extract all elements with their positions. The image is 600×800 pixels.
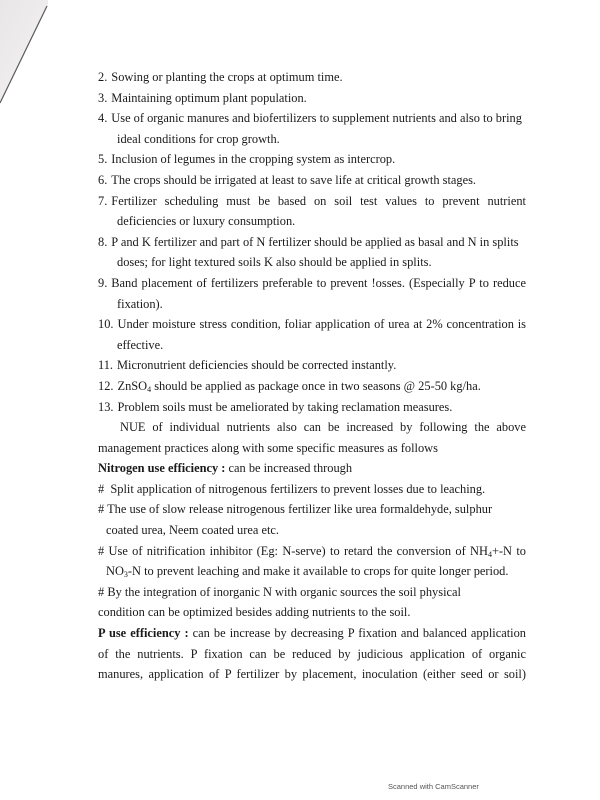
list-text: Fertilizer scheduling must be based on soil test values to prevent nutrient — [111, 193, 526, 208]
list-number: 6. — [98, 172, 108, 187]
nitrogen-section-heading: Nitrogen use efficiency : can be increased through — [98, 461, 353, 476]
list-number: 3. — [98, 90, 108, 105]
list-item — [98, 108, 526, 149]
page-corner-shadow — [0, 0, 60, 110]
list-number: 4. — [98, 111, 108, 126]
list-text: Micronutrient deficiencies should be corrected instantly. — [117, 358, 397, 373]
document-page — [98, 67, 526, 685]
list-text: Under moisture stress condition, foliar application of urea at 2% concentration is — [117, 317, 526, 332]
list-item — [98, 397, 526, 418]
list-text-continued: fixation). — [117, 296, 163, 311]
list-item — [98, 273, 526, 314]
list-text: P and K fertilizer and part of N fertilizer should be applied as basal and N in splits — [111, 234, 519, 249]
list-number: 13. — [98, 399, 114, 414]
list-text: Sowing or planting the crops at optimum time. — [111, 70, 343, 84]
list-item — [98, 170, 526, 191]
list-item — [98, 88, 526, 109]
paragraph-line: manures, application of P fertilizer by placement, inoculation (either seed or soil) — [98, 667, 526, 682]
list-text-continued: effective. — [117, 337, 164, 352]
section-title: Nitrogen use efficiency : — [98, 461, 226, 476]
list-number: 5. — [98, 152, 108, 167]
list-number: 2. — [98, 70, 108, 84]
scanner-watermark: Scanned with CamScanner — [388, 782, 479, 791]
bullet-item: # Use of nitrification inhibitor (Eg: N-serve) to retard the conversion of $NH_4+-N$ to $NO_3-N$ to prevent leaching and make it available to crops for quite longer period. — [98, 543, 526, 580]
list-text: ZnSO$_4$ should be applied as package once in two seasons @ 25-50 kg/ha. — [117, 378, 481, 394]
list-text: Band placement of fertilizers preferable to prevent !osses. (Especially P to reduce — [111, 275, 526, 290]
list-text: The crops should be irrigated at least to save life at critical growth stages. — [111, 172, 477, 187]
list-number: 8. — [98, 234, 108, 249]
list-number: 9. — [98, 275, 108, 290]
list-item — [98, 149, 526, 170]
list-text-continued: ideal conditions for crop growth. — [117, 131, 280, 146]
list-text: Inclusion of legumes in the cropping system as intercrop. — [111, 152, 396, 167]
list-text: Maintaining optimum plant population. — [111, 90, 307, 105]
list-item — [98, 314, 526, 355]
list-number: 12. — [98, 378, 114, 393]
list-item — [98, 232, 526, 273]
list-number: 11. — [98, 358, 114, 373]
list-text-continued: deficiencies or luxury consumption. — [117, 214, 296, 229]
list-text-continued: doses; for light textured soils K also should be applied in splits. — [117, 255, 432, 270]
list-text: Use of organic manures and biofertilizers to supplement nutrients and also to bring — [111, 111, 522, 126]
list-item — [98, 191, 526, 232]
paragraph-line: management practices along with some specific measures as follows — [98, 440, 438, 455]
section-title: P use efficiency : — [98, 626, 189, 641]
paragraph-line: NUE of individual nutrients also can be increased by following the above — [120, 420, 526, 435]
bullet-item: # The use of slow release nitrogenous fertilizer like urea formaldehyde, sulphur coated urea, Neem coated urea etc. — [98, 502, 493, 538]
phosphorus-section: P use efficiency : can be increase by decreasing P fixation and balanced application of the nutrients. P fixation can be reduced by judicious application of organic manures, application of P fertilizer by placement, inoculation (either seed or soil) — [98, 623, 526, 685]
paragraph-line: of the nutrients. P fixation can be reduced by judicious application of organic — [98, 646, 526, 661]
bullet-item: # Split application of nitrogenous fertilizers to prevent losses due to leaching. — [98, 481, 486, 496]
list-item — [98, 67, 526, 88]
list-text: Problem soils must be ameliorated by taking reclamation measures. — [117, 399, 453, 414]
nue-paragraph — [98, 417, 526, 458]
list-number: 7. — [98, 193, 108, 208]
bullet-item: # By the integration of inorganic N with organic sources the soil physical condition can be optimized besides adding nutrients to the soil. — [98, 584, 461, 620]
list-item — [98, 355, 526, 376]
list-item — [98, 376, 526, 397]
list-number: 10. — [98, 317, 114, 332]
